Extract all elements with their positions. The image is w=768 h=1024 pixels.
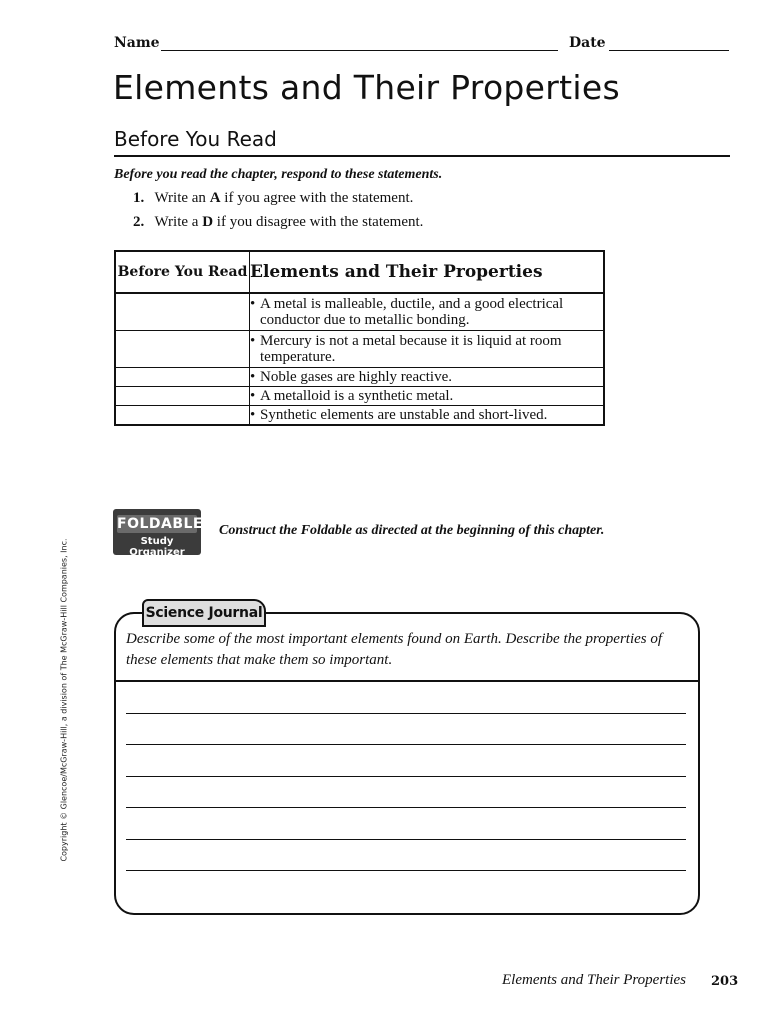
bullet: • bbox=[250, 296, 256, 312]
table-row bbox=[115, 368, 604, 387]
heading-rule bbox=[114, 155, 730, 157]
writing-line[interactable] bbox=[126, 839, 686, 840]
statement-cell bbox=[250, 331, 605, 368]
response-cell[interactable] bbox=[115, 406, 250, 426]
section-heading: Before You Read bbox=[114, 127, 277, 151]
statement-cell bbox=[250, 387, 605, 406]
instruction-text: Write a bbox=[154, 214, 199, 230]
foldables-instruction: Construct the Foldable as directed at the beginning of this chapter. bbox=[219, 523, 605, 538]
bullet: • bbox=[250, 369, 256, 385]
instruction-number: 1. bbox=[133, 190, 145, 206]
writing-line[interactable] bbox=[126, 807, 686, 808]
table-header-before-you-read: Before You Read bbox=[115, 251, 250, 293]
instruction-letter: D bbox=[202, 214, 214, 230]
statement-text: Mercury is not a metal because it is liquid at room temperature. bbox=[260, 333, 562, 365]
foldables-logo-title: FOLDABLES™ bbox=[117, 516, 225, 532]
table-header-topic: Elements and Their Properties bbox=[250, 251, 605, 293]
prompt-divider bbox=[116, 680, 698, 682]
statement-text: Noble gases are highly reactive. bbox=[260, 369, 453, 385]
instruction-text: if you agree with the statement. bbox=[224, 190, 414, 206]
science-journal-tab: Science Journal bbox=[142, 599, 266, 627]
instruction-item-2 bbox=[133, 214, 423, 231]
statement-text: A metal is malleable, ductile, and a good electrical conductor due to metallic bonding. bbox=[260, 296, 564, 328]
instructions-intro: Before you read the chapter, respond to these statements. bbox=[114, 167, 443, 182]
copyright-text: Copyright © Glencoe/McGraw-Hill, a division of The McGraw-Hill Companies, Inc. bbox=[59, 538, 69, 862]
table-row bbox=[115, 387, 604, 406]
instruction-number: 2. bbox=[133, 214, 145, 230]
instruction-item-1 bbox=[133, 190, 413, 207]
instruction-text: if you disagree with the statement. bbox=[216, 214, 424, 230]
writing-line[interactable] bbox=[126, 744, 686, 745]
statements-table bbox=[114, 250, 605, 426]
instruction-text: Write an bbox=[154, 190, 206, 206]
page-number: 203 bbox=[711, 974, 739, 989]
bullet: • bbox=[250, 388, 256, 404]
page-title: Elements and Their Properties bbox=[113, 68, 620, 107]
table-row bbox=[115, 293, 604, 331]
writing-line[interactable] bbox=[126, 713, 686, 714]
bullet: • bbox=[250, 407, 256, 423]
date-field[interactable] bbox=[609, 50, 729, 51]
writing-line[interactable] bbox=[126, 870, 686, 871]
statement-text: A metalloid is a synthetic metal. bbox=[260, 388, 454, 404]
response-cell[interactable] bbox=[115, 331, 250, 368]
journal-prompt: Describe some of the most important elements found on Earth. Describe the properties of these elements that make them so important. bbox=[126, 631, 663, 668]
response-cell[interactable] bbox=[115, 293, 250, 331]
table-row bbox=[115, 406, 604, 426]
statement-cell bbox=[250, 293, 605, 331]
response-cell[interactable] bbox=[115, 387, 250, 406]
date-label: Date bbox=[569, 35, 606, 51]
name-label: Name bbox=[114, 35, 160, 51]
instruction-letter: A bbox=[209, 190, 221, 206]
name-field[interactable] bbox=[161, 50, 558, 51]
response-cell[interactable] bbox=[115, 368, 250, 387]
bullet: • bbox=[250, 333, 256, 349]
foldables-logo-subtitle: Study Organizer bbox=[129, 536, 185, 558]
statement-cell bbox=[250, 368, 605, 387]
writing-line[interactable] bbox=[126, 776, 686, 777]
statement-cell bbox=[250, 406, 605, 426]
table-row bbox=[115, 331, 604, 368]
foldables-logo bbox=[113, 509, 225, 558]
footer-title: Elements and Their Properties bbox=[502, 972, 687, 988]
statement-text: Synthetic elements are unstable and short-lived. bbox=[260, 407, 548, 423]
